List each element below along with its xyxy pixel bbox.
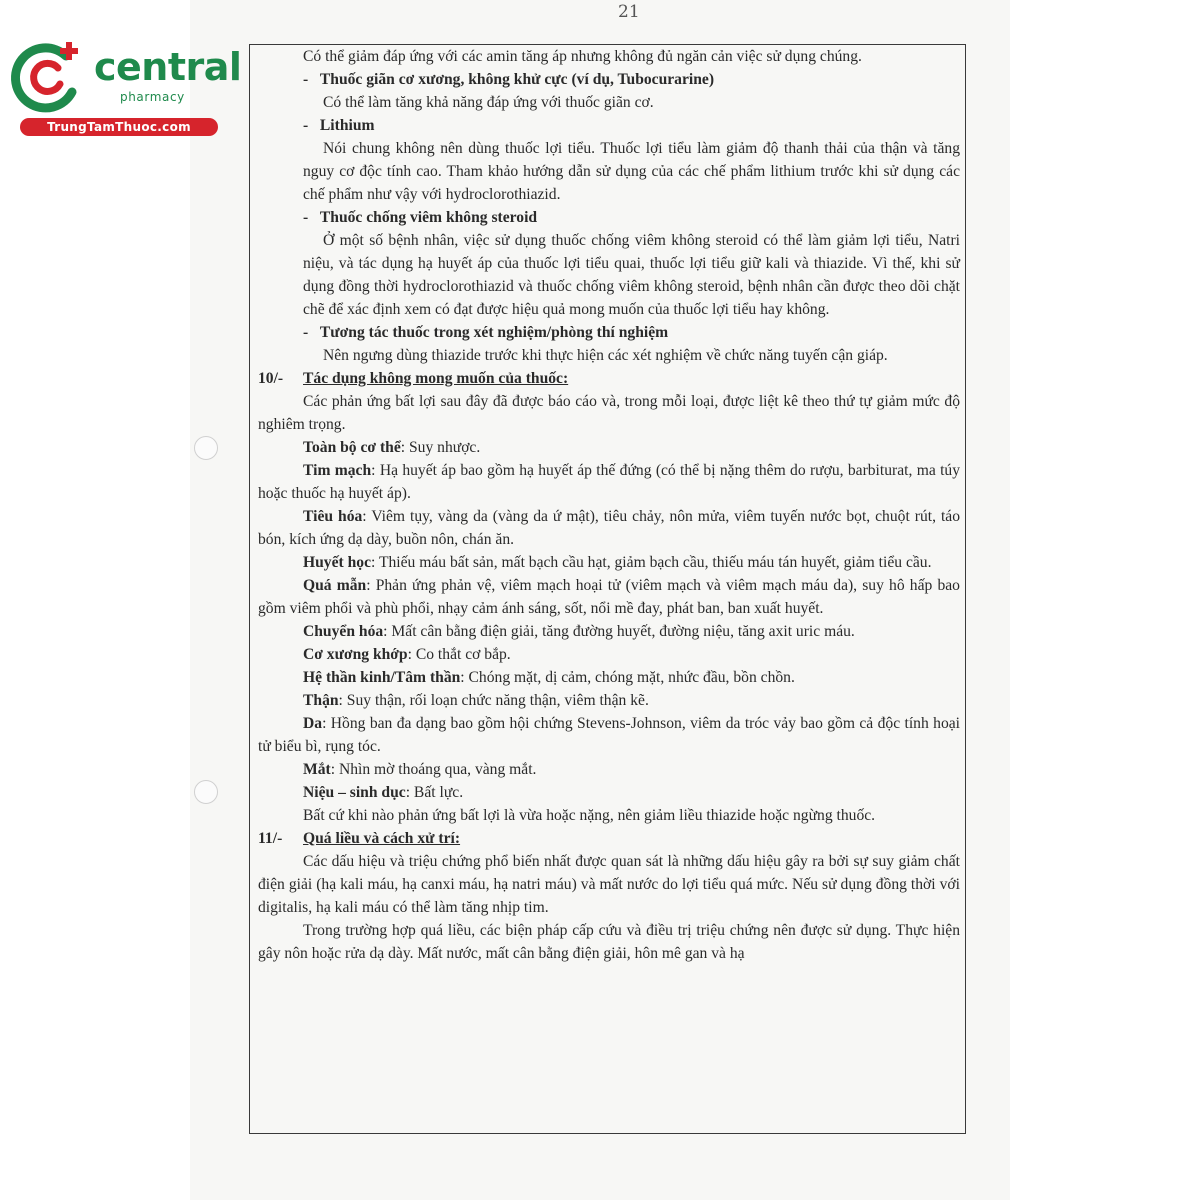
- adverse-effect-item: [258, 505, 960, 551]
- punch-hole: [194, 436, 218, 460]
- bullet-text-content: Nên ngưng dùng thiazide trước khi thực hiện các xét nghiệm về chức năng tuyến cận giáp.: [323, 347, 888, 364]
- adverse-effect-item: [258, 643, 960, 666]
- logo-mark-icon: [10, 38, 94, 118]
- adverse-effect-text: : Suy thận, rối loạn chức năng thận, viêm thận kẽ.: [338, 692, 649, 709]
- adverse-effect-label: Tim mạch: [303, 462, 372, 479]
- interaction-intro-continuation: Có thể giảm đáp ứng với các amin tăng áp nhưng không đủ ngăn cản việc sử dụng chúng.: [303, 48, 862, 65]
- bullet-text-content: Ở một số bệnh nhân, việc sử dụng thuốc chống viêm không steroid có thể làm giảm lợi tiểu, Natri niệu, và tác dụng hạ huyết áp của thuốc lợi tiểu quai, thuốc lợi tiểu giữ kali và thiazide. Vì thế, khi sử dụng đồng thời hydroclorothiazid và thuốc chống viêm không steroid, bệnh nhân cần được theo dõi chặt chẽ để xác định xem có đạt được hiệu quả mong muốn của thuốc lợi tiểu hay không.: [303, 232, 960, 318]
- adverse-effect-label: Chuyển hóa: [303, 623, 384, 640]
- adverse-effect-text: : Nhìn mờ thoáng qua, vàng mắt.: [330, 761, 537, 778]
- adverse-effect-label: Cơ xương khớp: [303, 646, 408, 663]
- section-10-intro: Các phản ứng bất lợi sau đây đã được báo cáo và, trong mỗi loại, được liệt kê theo thứ tự giảm mức độ nghiêm trọng.: [258, 393, 960, 433]
- adverse-effect-item: [258, 551, 960, 574]
- bullet-title: Lithium: [319, 117, 375, 134]
- adverse-effect-item: [258, 574, 960, 620]
- bullet-heading: - Tương tác thuốc trong xét nghiệm/phòng thí nghiệm: [303, 324, 669, 341]
- adverse-effect-label: Toàn bộ cơ thể: [303, 439, 401, 456]
- bullet-heading: - Thuốc chống viêm không steroid: [303, 209, 538, 226]
- adverse-effect-label: Thận: [303, 692, 339, 709]
- adverse-effect-text: : Phản ứng phản vệ, viêm mạch hoại tử (viêm mạch và viêm mạch máu da), suy hô hấp bao gồm viêm phổi và phù phổi, nhạy cảm ánh sáng, sốt, nổi mề đay, phát ban, ban xuất huyết.: [258, 577, 960, 617]
- adverse-effect-label: Tiêu hóa: [303, 508, 363, 525]
- bullet-text: Có thể làm tăng khả năng đáp ứng với thuốc giãn cơ.: [323, 94, 654, 111]
- adverse-effect-item: [258, 666, 960, 689]
- adverse-effect-label: Niệu – sinh dục: [303, 784, 406, 801]
- section-11-paragraph: Trong trường hợp quá liều, các biện pháp cấp cứu và điều trị triệu chứng nên được sử dụng. Thực hiện gây nôn hoặc rửa dạ dày. Mất nước, mất cân bằng điện giải, hôn mê gan và hạ: [258, 922, 960, 962]
- adverse-effect-label: Quá mẫn: [303, 577, 367, 594]
- bullet-text: [258, 344, 960, 367]
- adverse-effect-text: : Viêm tụy, vàng da (vàng da ứ mật), tiêu chảy, nôn mửa, viêm tuyến nước bọt, chuột rút, táo bón, kích ứng dạ dày, buồn nôn, chán ăn.: [258, 508, 961, 548]
- adverse-effect-item: [258, 689, 960, 712]
- bullet-heading: - Thuốc giãn cơ xương, không khử cực (ví dụ, Tubocurarine): [303, 71, 715, 88]
- adverse-effect-text: : Suy nhược.: [400, 439, 481, 456]
- adverse-effect-text: : Mất cân bằng điện giải, tăng đường huyết, đường niệu, tăng axit uric máu.: [383, 623, 855, 640]
- adverse-effect-item: [258, 758, 960, 781]
- adverse-effect-text: : Hạ huyết áp bao gồm hạ huyết áp thế đứng (có thể bị nặng thêm do rượu, barbiturat, ma túy hoặc thuốc hạ huyết áp).: [258, 462, 960, 502]
- page-number: 21: [618, 2, 640, 22]
- adverse-effect-text: : Hồng ban đa dạng bao gồm hội chứng Stevens-Johnson, viêm da tróc vảy bao gồm cả độc tính hoại tử biểu bì, rụng tóc.: [258, 715, 960, 755]
- bullet-heading: - Lithium: [303, 117, 375, 134]
- document-body: [250, 45, 965, 965]
- adverse-effect-item: [258, 712, 960, 758]
- central-pharmacy-logo: [10, 38, 242, 138]
- adverse-effect-text: : Chóng mặt, dị cảm, chóng mặt, nhức đầu, bồn chồn.: [460, 669, 795, 686]
- section-heading-10: [258, 367, 960, 390]
- section-11-paragraph: Các dấu hiệu và triệu chứng phổ biến nhất được quan sát là những dấu hiệu gây ra bởi sự suy giảm chất điện giải (hạ kali máu, hạ canxi máu, hạ natri máu) và mất nước do lợi tiểu quá mức. Nếu sử dụng đồng thời với digitalis, hạ kali máu có thể làm tăng nhịp tim.: [258, 853, 960, 916]
- logo-site-banner: TrungTamThuoc.com: [20, 118, 218, 136]
- adverse-effect-label: Huyết học: [303, 554, 372, 571]
- punch-hole: [194, 780, 218, 804]
- adverse-effect-label: Hệ thần kinh/Tâm thần: [303, 669, 461, 686]
- adverse-effect-item: [258, 781, 960, 804]
- adverse-effect-text: : Co thắt cơ bắp.: [407, 646, 511, 663]
- section-number: 10/-: [258, 370, 284, 387]
- adverse-effect-text: : Thiếu máu bất sản, mất bạch cầu hạt, giảm bạch cầu, thiếu máu tán huyết, giảm tiểu cầu.: [371, 554, 932, 571]
- adverse-effect-label: Mắt: [303, 761, 331, 778]
- section-number: 11/-: [258, 830, 283, 847]
- bullet-text: [258, 137, 960, 206]
- section-title: Quá liều và cách xử trí:: [303, 830, 461, 847]
- logo-sub-text: pharmacy: [120, 90, 185, 104]
- adverse-effect-text: : Bất lực.: [405, 784, 464, 801]
- document-frame: [249, 44, 966, 1134]
- section-10-closing: Bất cứ khi nào phản ứng bất lợi là vừa hoặc nặng, nên giảm liều thiazide hoặc ngừng thuốc.: [303, 807, 876, 824]
- adverse-effect-label: Da: [303, 715, 323, 732]
- bullet-text-content: Nói chung không nên dùng thuốc lợi tiểu. Thuốc lợi tiểu làm giảm độ thanh thải của thận và tăng nguy cơ độc tính cao. Tham khảo hướng dẫn sử dụng của các chế phẩm lithium trước khi sử dụng các chế phẩm như vậy với hydroclorothiazid.: [303, 140, 960, 203]
- section-heading-11: [258, 827, 960, 850]
- bullet-title: Thuốc chống viêm không steroid: [319, 209, 538, 226]
- bullet-text: [258, 229, 960, 321]
- adverse-effect-item: [258, 436, 960, 459]
- bullet-title: Tương tác thuốc trong xét nghiệm/phòng thí nghiệm: [319, 324, 669, 341]
- section-title: Tác dụng không mong muốn của thuốc:: [303, 370, 569, 387]
- adverse-effect-item: [258, 459, 960, 505]
- adverse-effect-item: [258, 620, 960, 643]
- logo-brand-text: central: [94, 45, 242, 89]
- bullet-title: Thuốc giãn cơ xương, không khử cực (ví dụ, Tubocurarine): [319, 71, 715, 88]
